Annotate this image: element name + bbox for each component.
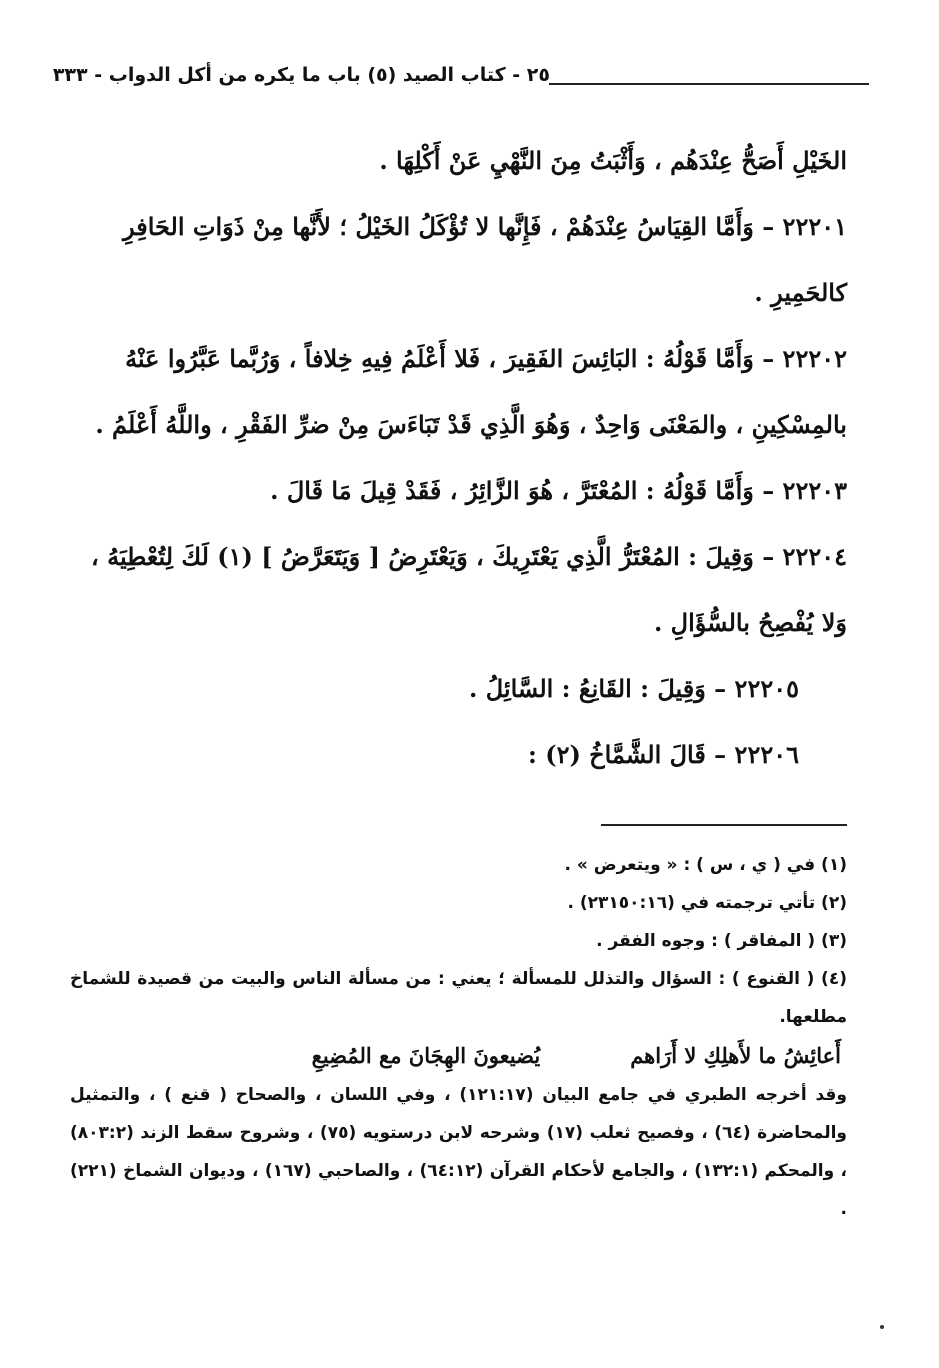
footnote-4: (٤) ( القنوع ) : السؤال والتذلل للمسألة ؛ يعني : من مسألة الناس والبيت من قصيدة للشماخ مطلعها. [70, 969, 847, 1027]
footnote-1: (١) في ( ي ، س ) : « ويتعرض » . [564, 855, 847, 875]
footnote-3: (٣) ( المفاقر ) : وجوه الفقر . [596, 931, 847, 951]
paragraph: الخَيْلِ أَصَحُّ عِنْدَهُم ، وَأَثْبَتُ مِنَ النَّهْيِ عَنْ أَكْلِهَا . [379, 146, 847, 175]
paragraph: ٢٢٢٠٤ – وَقِيلَ : المُعْتَرُّ الَّذِي يَعْتَرِيكَ ، وَيَعْتَرِضُ [ وَيَتَعَرَّضُ ] (١) لَكَ لِتُعْطِيَهُ ، وَلا يُفْصِحُ بالسُّؤَالِ . [90, 542, 847, 637]
paragraph: ٢٢٢٠١ – وَأَمَّا القِيَاسُ عِنْدَهُمْ ، فَإِنَّها لا تُؤْكَلُ الخَيْلُ ؛ لأَنَّها مِنْ ذَوَاتِ الحَافِرِ كالحَمِيرِ . [123, 212, 847, 307]
paragraph: ٢٢٢٠٢ – وَأَمَّا قَوْلُهُ : البَائِسَ الفَقِيرَ ، فَلا أَعْلَمُ فِيهِ خِلافاً ، وَرُبَّما عَبَّرُوا عَنْهُ بالمِسْكِينِ ، والمَعْنَى وَاحِدٌ ، وَهُوَ الَّذِي قَدْ تَبَاءَسَ مِنْ ضرِّ الفَقْرِ ، واللَّهُ أَعْلَمُ . [95, 344, 847, 439]
footnote-separator [601, 824, 847, 826]
poetry-verse [70, 1036, 847, 1076]
footnotes [70, 846, 847, 1228]
footnote-2: (٢) تأتي ترجمته في (٢٣١٥٠:١٦) . [567, 893, 847, 913]
paragraph: ٢٢٢٠٥ – وَقِيلَ : القَانِعُ : السَّائِلُ . [469, 674, 799, 703]
verse-hemistich-first: أَعائِشُ ما لأَهلِكِ لا أَرَاهم [630, 1043, 841, 1068]
verse-hemistich-second: يُضيعونَ الهِجَانَ مع المُضِيعِ [311, 1043, 541, 1068]
main-text [80, 128, 847, 788]
paragraph: ٢٢٢٠٦ – قَالَ الشَّمَّاخُ (٢) : [528, 740, 799, 769]
page-header [52, 62, 869, 98]
paragraph: ٢٢٢٠٣ – وَأَمَّا قَوْلُهُ : المُعْتَرَّ ، هُوَ الزَّائِرُ ، فَقَدْ قِيلَ مَا قَالَ . [270, 476, 847, 505]
page-speck [880, 1325, 884, 1329]
running-title: ٢٥ - كتاب الصيد (٥) باب ما يكره من أكل الدواب - ٣٣٣ [52, 64, 550, 86]
footnote-4-continued: وقد أخرجه الطبري في جامع البيان (١٢١:١٧) ، وفي اللسان ، والصحاح ( قنع ) ، والتمثيل والمحاضرة (٦٤) ، وفصيح ثعلب (١٧) وشرحه لابن درستويه (٧٥) ، وشروح سقط الزند (٨٠٣:٢) ، والمحكم (١٣٢:١) ، والجامع لأحكام القرآن (٦٤:١٢) ، والصاحبي (١٦٧) ، وديوان الشماخ (٢٢١) . [70, 1085, 848, 1219]
header-rule [549, 83, 869, 85]
